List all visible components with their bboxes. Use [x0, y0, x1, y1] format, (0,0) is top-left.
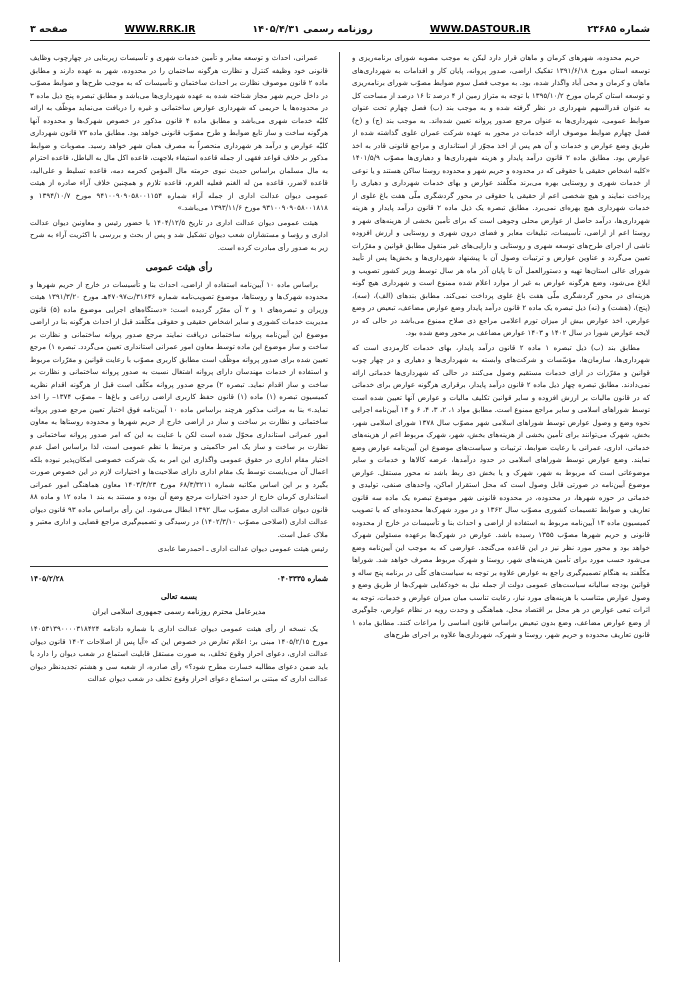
notice-separator [30, 566, 328, 567]
notice-date: ۱۴۰۵/۲/۲۸ [30, 573, 64, 583]
notice-recipient: مدیرعامل محترم روزنامه رسمی جمهوری اسلامی ایران [92, 606, 266, 616]
right-column [352, 52, 650, 962]
header-divider [30, 40, 650, 41]
ruling-title: رأی هیئت عمومی [145, 263, 213, 273]
page-header [30, 20, 650, 38]
notice-body: یک نسخه از رأی هیئت عمومی دیوان عدالت اداری با شماره دادنامه ۱۴۰۵۳۱۳۹۰۰۰۰۳۱۸۴۲۴ مورخ ۱۴۰۵/۲/۱۵ مبنی بر: اعلام تعارض در خصوص این که «آیا پس از اصلاحات ۱۴۰۲ قانون دیوان عدالت اداری، دعوای احراز وقوع تخلف، به صورت مستقل قابلیت استماع در شعب دیوان را دارد یا باید ضمن دعوای مطالبه خسارت مطرح شود؟» رأی صادره، از شعبه سی و هشتم تجدیدنظر دیوان عدالت اداری که مبتنی بر استماع دعوای احراز وقوع تخلف در شعب دیوان عدالت [30, 624, 328, 683]
column-divider [339, 52, 340, 962]
left-paragraph-1: عمرانی، احداث و توسعه معابر و تأمین خدمات شهری و تأسیسات زیربنایی در چهارچوب وظایف قانونی خود وظیفه کنترل و نظارت هرگونه ساختمان را در محدوده، شهر به عهده دارند و مطابق ماده ۲ قانون موصوف نظارت بر احداث ساختمان و تأسیسات که به موجب طرح‌ها و ضوابط مصوّب در داخل حریم شهر مجاز شناخته شده به عهده شهرداری‌ها می‌باشد و مطابق تبصره پنج ذیل ماده ۳ در محدوده‌ها یا حریمی که شهرداری عوارض ساختمانی و غیره را دریافت می‌نماید موظّف به ارائه کلیّه خدمات شهری می‌باشد و مطابق ماده ۴ قانون مذکور در خصوص شهرک‌ها و محدوده آنها هرگونه ساخت و ساز تابع ضوابط و طرح مصوّب قانونی خواهد بود. مطابق ماده ۷۳ قانون شهرداری کلیّه عوارض و درآمد هر شهرداری منحصراً به مصرف همان شهر خواهد رسید. مصوبات و ضوابط مذکور بر خلاف قواعد فقهی از جمله قاعده استیفاء بلاجهت، قاعده اکل مال به الباطل، قاعده احترام به مال مسلمان براساس حدیث نبوی حرمته مال المؤمن کحرمه دمه، قاعده تسلیط و علی‌الید، قاعده لاضرر، قاعده من له الغنم فعلیه الغرم، قاعده تلازم و همچنین خلاف آراء صادره از هیئت عمومی دیوان عدالت اداری از جمله آراء شماره ۹۴۱۰۰۹۰۹۰۵۸۰۰۱۱۵۴ مورخ ۱۳۹۴/۱۰/۷ و ۹۳۱۰۰۹۰۹۰۵۸۰۰۱۸۱۸ مورخ ۱۳۹۳/۱۱/۶ می‌باشد.» [30, 53, 328, 212]
page-number: صفحه ۳ [30, 23, 68, 35]
notice-header [30, 573, 328, 586]
ruling-signature: رئیس هیئت عمومی دیوان عدالت اداری ـ احمدرضا عابدی [157, 544, 328, 553]
notice-ref-number: شماره ۰۴۰۳۳۳۵ [276, 573, 328, 583]
notice-bismillah: بسمه تعالی [160, 592, 198, 601]
left-paragraph-2: هیئت عمومی دیوان عدالت اداری در تاریخ ۱۴۰۴/۱۲/۵ با حضور رئیس و معاونین دیوان عدالت اداری و رؤسا و مستشاران شعب دیوان تشکیل شد و پس از بحث و بررسی با اکثریت آراء به شرح زیر به صدور رأی مبادرت کرده است. [30, 217, 328, 252]
issue-number: شماره ۲۳۶۸۵ [587, 23, 650, 35]
gazette-date: روزنامه رسمی ۱۴۰۵/۴/۳۱ [252, 23, 373, 35]
right-paragraph-2: مطابق بند (ب) ذیل تبصره ۱ ماده ۲ قانون درآمد پایدار، بهای خدمات کارمزدی است که شهرداری‌ها، سازمان‌ها، مؤسّسات و شرکت‌های وابسته به شهرداری‌ها و دهیاری و در چهار چوب قوانین و مقرّرات در ازای خدمات مستقیم وصول می‌کنند در حالی که شهرداری‌ها خدماتی ارائه نمی‌دادند. مطابق تبصره چهار ذیل ماده ۲ قانون درآمد پایدار، برقراری هرگونه عوارض برای خدماتی که در قانون مالیات بر ارزش افزوده و سایر قوانین تکلیف مالیات و عوارض آنها تعیین شده است توسط شوراهای اسلامی و سایر مراجع ممنوع است. مطابق مواد ۱، ۲، ۳، ۴، ۶ و ۱۴ آیین‌نامه اجرایی نحوه وضع و وصول عوارض توسط شوراهای اسلامی شهر مصوّب سال ۱۳۷۸ شورای اسلامی شهر، بخش، شهرک می‌توانند برای تأمین بخشی از هزینه‌های بخش، شهر، شهرک مربوط اعم از هزینه‌های خدماتی، اداری، عمرانی با رعایت ضوابط، ترتیبات و سیاست‌های موضوع این آیین‌نامه عوارض وضع نمایند. وضع عوارض توسط شوراهای اسلامی در حدود درآمدها، عرضه کالاها و خدمات و سایر موضوعاتی است که مربوط به شهر، شهرک و یا بخش ذی ربط باشد نه محور مستقل. عوارض موضوع آیین‌نامه در صورتی قابل وصول است که محل استقرار اماکن، واحدهای صنفی، تولیدی و خدماتی در حوزه شهرها، در محدوده، در محدوده قانونی شهر موضوع تبصره یک ماده سه قانون تعاریف و ضوابط تقسیمات کشوری مصوّب سال ۱۳۶۲ و در مورد شهرک‌ها محدوده‌ای که با تصویب کمیسیون ماده ۱۳ آیین‌نامه مربوط به استفاده از اراضی و احداث بنا و تأسیسات در خارج از محدوده قانونی و حریم شهرها مصوّب ۱۳۵۵ رسیده باشد. عوارض در شهرک‌ها برعهده مسئولین شهرک خواهد بود و محور مورد نظر نیز در این قاعده می‌گنجد. عوارضی که به موجب این آیین‌نامه وضع می‌شود حسب مورد برای تأمین هزینه‌های شهر، روستا و شهرک مربوط مصرف خواهد شد. شوراها مکلّفند به هنگام تصمیم‌گیری راجع به عوارض علاوه بر توجه به سیاست‌های کلّی در برنامه پنج ساله و قوانین بودجه سالیانه سیاست‌های عمومی دولت از جمله نیل به خودکفایی شهرک‌ها از طریق وضع و وصول عوارض متناسب با هزینه‌های مورد نیاز، رعایت تناسب میان میزان عوارض و خدمات، توجه به اثرات تبعی عوارض در هر محل بر اقتصاد محل، هماهنگی و وحدت رویه در نظام عوارض، جلوگیری از وضع عوارض مضاعف، وضع بدون تبعیض براساس قانون اساسی را مراعات کنند. مطابق ماده ۱ قانون تعاریف محدوده و حریم شهر، روستا و شهرک، شهرداری‌ها علاوه بر اجرای طرح‌های [352, 342, 650, 639]
right-paragraph-1: حریم محدوده، شهرهای کرمان و ماهان قرار دارد لیکن به موجب مصوبه شورای برنامه‌ریزی و توسعه استان مورخ ۱۳۹۱/۶/۱۸ تفکیک اراضی، صدور پروانه، پایان کار و اقدامات به شهرداری‌های ماهان و کرمان و محی آباد واگذار شده، بود. به موجب فصل سوم ضوابط مصوّب شورای برنامه‌ریزی و توسعه استان کرمان مورخ ۱۳۹۵/۱۰/۲ با توجه به متراژ زمین از ۴ درصد تا ۱۶ درصد از مساحت کل به عنوان قدرالسهم شهرداری در نظر گرفته شده و به موجب بند (ب) فصل چهارم تحت عنوان ضوابط عمومی، شهرداری‌ها به عنوان مرجع صدور پروانه تعیین شده‌اند. به موجب بند (ج) و (خ) فصل چهارم ضوابط موصوف ارائه خدمات در محور به عهده شرکت عمران علوی گذاشته شده از طریق وضع عوارض و خدمات و آن هم پس از اخذ مجوّز از استانداری و مراجع قانونی قادر به اخذ عوارض بود. مطابق ماده ۲ قانون درآمد پایدار و هزینه شهرداری‌ها و دهیاری‌ها مصوّب ۱۴۰۱/۵/۹ «کلیه اشخاص حقیقی یا حقوقی که در محدوده و حریم شهر و محدوده روستا ساکن هستند و یا نوعی از خدمات شهری و روستایی بهره می‌برند مکلّفند عوارض و بهای خدمات شهرداری و دهیاری را پرداخت نمایند و هیچ شخصی اعم از حقیقی یا حقوقی در محور گردشگری ملّی هفت باغ علوی از خدمات شهرداری هیچ بهره‌ای نمی‌برد. مطابق تبصره یک ذیل ماده ۲ قانون درآمد پایدار و هزینه شهرداری‌ها، درآمد حاصل از عوارض محلی وجوهی است که برای تأمین بخشی از هزینه‌های شهر و روستا اعم از اراضی، تأسیسات، تبلیغات معابر و فضای درون شهری و روستایی و ارزش افزوده ناشی از اجرای طرح‌های توسعه شهری و روستایی و دارایی‌های غیر منقول مطابق قوانین و مقرّرات تعیین می‌گردد و عناوین عوارض و ترتیبات وصول آن با پیشنهاد شهرداری‌ها و بخش‌ها پس از تأیید شورای عالی استان‌ها تهیه و دستورالعمل آن تا پایان آذر ماه هر سال توسط وزیر کشور تصویب و ابلاغ می‌شود، وضع هرگونه عوارض به غیر از موارد اعلام شده ممنوع است و شهرداری هیچ گونه هزینه‌ای در محور گردشگری ملّی هفت باغ علوی پرداخت نمی‌کند. مطابق بندهای (الف)، (سه)، (پنج)، (هشت) و (نه) ذیل تبصره یک ماده ۲ قانون درآمد پایدار وضع عوارض مضاعف، تبعیض در وضع عوارض، اخذ عوارض بیش از میزان تورم اعلامی مراجع ذی صلاح ممنوع می‌باشد در حالی که در لایحه عوارض شورا در سال ۱۴۰۲ و ۱۴۰۳ عوارض مضاعف بر محور وضع شده بود. [352, 53, 650, 337]
ruling-text: براساس ماده ۱۰ آیین‌نامه استفاده از اراضی، احداث بنا و تأسیسات در خارج از حریم شهرها و محدوده شهرک‌ها و روستاها، موضوع تصویب‌نامه شماره ۳۱۶۳۶/ت۴۷۰۹۷هـ مورخ ۱۳۹۱/۳/۲۰ هیئت وزیران و تبصره‌های ۱ و ۲ آن مقرّر گردیده است: «دستگاه‌های اجرایی موضوع ماده (۵) قانون مدیریت خدمات کشوری و سایر اشخاص حقیقی و حقوقی مکلّفند قبل از احداث هرگونه بنا در اراضی موضوع این آیین‌نامه پروانه ساختمانی دریافت نمایند مرجع صدور پروانه ساختمانی و نظارت بر ساخت و ساز موضوع این ماده توسط معاون امور عمرانی استانداری تعیین می‌گردد. تبصره ۱) مرجع تعیین شده برای صدور پروانه موظّف است مطابق کاربری مصوّب با رعایت قوانین و مقرّرات مربوط و استفاده از خدمات مهندسان دارای پروانه اشتغال نسبت به صدور پروانه ساختمانی و نظارت بر ساخت و ساز اقدام نماید. تبصره ۲) مرجع صدور پروانه مکلّف است قبل از هرگونه اقدام نظریه کمیسیون تبصره (۱) ماده (۱) قانون حفظ کاربری اراضی زراعی و باغ‌ها – مصوّب ۱۳۷۴– را اخذ نماید.» بنا به مراتب مذکور هرچند براساس ماده ۱۰ آیین‌نامه فوق اختیار تعیین مرجع صدور پروانه ساختمانی و نظارت بر ساخت و ساز در اراضی خارج از حریم شهرها و محدوده روستاها به معاون امور عمرانی استانداری محوّل شده است لکن با عنایت به این که امر صدور پروانه ساختمانی و نظارت بر ساخت و ساز یک امر حاکمیتی و مرتبط با نظم عمومی است، لذا براساس اصل عدم اختیار مقام اداری در حقوق عمومی واگذاری این امر به یک شرکت خصوصی امکان‌پذیر نبوده بلکه اعمال آن می‌بایست توسط یک مقام اداری دارای صلاحیت‌ها و اختیارات لازم در این خصوص صورت بگیرد و بر این اساس مکاتبه شماره ۶۸/۳/۳۲۱۱ مورخ ۱۴۰۳/۳/۲۳ معاون هماهنگی امور عمرانی استانداری کرمان خارج از حدود اختیارات مرجع وضع آن بوده و مستند به بند ۱ ماده ۱۲ و ماده ۸۸ قانون دیوان عدالت اداری مصوّب سال ۱۳۹۲ ابطال می‌شود. این رأی براساس ماده ۹۳ قانون دیوان عدالت اداری (اصلاحی مصوّب ۱۴۰۲/۳/۱۰) در رسیدگی و تصمیم‌گیری مراجع قضایی و اداری معتبر و ملاک عمل است. [30, 279, 328, 539]
left-column [30, 52, 328, 962]
dastour-link[interactable]: WWW.DASTOUR.IR [429, 23, 531, 35]
rrk-link[interactable]: WWW.RRK.IR [124, 23, 196, 35]
